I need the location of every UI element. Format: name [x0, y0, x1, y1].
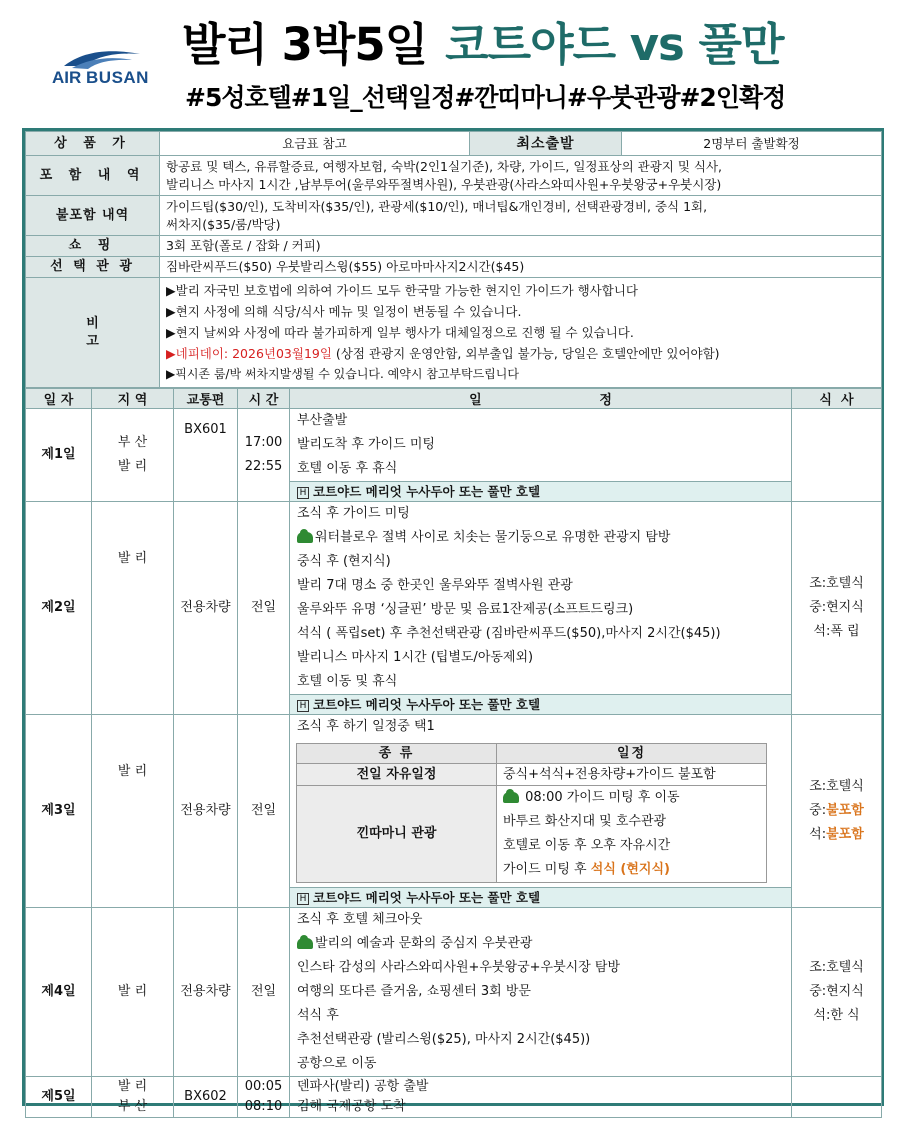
day3-options-table [296, 743, 767, 883]
schedule-line: 추천선택관광 (발리스윙($25), 마사지 2시간($45)) [297, 1032, 591, 1047]
page-title [182, 14, 783, 76]
excluded-line: 가이드팁($30/인), 도착비자($35/인), 관광세($10/인), 매너팁&개인경비, 선택관광경비, 중식 1회, [166, 198, 708, 214]
hotel-text: 코트야드 메리엇 누사두아 또는 풀만 호텔 [313, 484, 541, 499]
day2-region: 발 리 [92, 502, 174, 715]
schedule-line: 발리의 예술과 문화의 중심지 우붓관광 [290, 932, 791, 956]
col-day: 일 자 [26, 389, 92, 409]
day4-row [26, 908, 882, 1077]
shopping-value: 3회 포함(폴로 / 잡화 / 커피) [160, 236, 882, 257]
time-text: 22:55 [244, 459, 283, 474]
schedule-line: 덴파사(발리) 공항 출발 [297, 1079, 429, 1094]
day4-schedule [290, 908, 792, 1077]
air-busan-logo [52, 48, 164, 92]
hotel-icon: H [297, 700, 309, 712]
min-label: 최소출발 [470, 132, 622, 156]
nyepi-day-detail: (상점 관광지 운영안함, 외부출입 불가능, 당일은 호텔안에만 있어야함) [331, 346, 720, 361]
time-text: 17:00 [244, 435, 283, 450]
note-line: ▶픽시존 룸/박 써차지발생될 수 있습니다. 예약시 참고부탁드립니다 [166, 367, 519, 381]
option-line: 가이드 미팅 후 석식 (현지식) [503, 862, 670, 877]
hotel-line [290, 694, 791, 714]
meal-breakfast: 조:호텔식 [809, 779, 864, 794]
day3-label: 제3일 [26, 715, 92, 908]
day1-flight: BX601 [174, 409, 238, 502]
day3-meals [792, 715, 882, 908]
col-schedule: 일 정 [290, 389, 792, 409]
region-text: 부 산 [117, 435, 148, 450]
schedule-line: 발리도착 후 가이드 미팅 [297, 437, 435, 452]
schedule-line: 조식 후 가이드 미팅 [297, 506, 410, 521]
hotel-text: 코트야드 메리엇 누사두아 또는 풀만 호텔 [313, 697, 541, 712]
excluded-line: 써차지($35/룸/박당) [166, 216, 281, 232]
schedule-line: 발리 7대 명소 중 한곳인 울루와뚜 절벽사원 관광 [297, 578, 573, 593]
price-value: 요금표 참고 [160, 132, 470, 156]
note-line [166, 343, 875, 364]
hotel-line [290, 887, 791, 907]
option-kintamani-row [297, 786, 767, 883]
day2-time: 전일 [238, 502, 290, 715]
included-row [26, 156, 882, 196]
hotel-icon: H [297, 487, 309, 499]
day2-schedule [290, 502, 792, 715]
option-line: 08:00 가이드 미팅 후 이동 [503, 786, 760, 810]
col-time: 시 간 [238, 389, 290, 409]
options-col-kind: 종 류 [297, 744, 497, 764]
time-text: 08:10 [244, 1099, 283, 1114]
option-kintamani-detail [497, 786, 767, 883]
day4-meals [792, 908, 882, 1077]
hotel-line [290, 481, 791, 501]
option-dinner: 석식 (현지식) [590, 862, 670, 877]
day1-region [92, 409, 174, 502]
shopping-label: 쇼 핑 [26, 236, 160, 257]
itinerary-frame [22, 128, 884, 1114]
option-free-name: 전일 자유일정 [297, 764, 497, 786]
included-label: 포 함 내 역 [26, 156, 160, 196]
schedule-line: 조식 후 호텔 체크아웃 [297, 912, 423, 927]
logo-air: AIR [52, 68, 82, 87]
shopping-row [26, 236, 882, 257]
car-icon [297, 938, 313, 949]
meal-breakfast: 조:호텔식 [809, 960, 864, 975]
optional-label: 선 택 관 광 [26, 257, 160, 278]
col-meals: 식 사 [792, 389, 882, 409]
note-line: ▶현지 날씨와 사정에 따라 불가피하게 일부 행사가 대체일정으로 진행 될 수 있습니다. [166, 325, 634, 340]
excluded-label: 불포함 내역 [26, 196, 160, 236]
logo-text [52, 68, 149, 88]
day3-row [26, 715, 882, 908]
meal-breakfast: 조:호텔식 [809, 576, 864, 591]
day1-row [26, 409, 882, 502]
region-text: 발 리 [117, 1079, 148, 1094]
option-line: 호텔로 이동 후 오후 자유시간 [503, 838, 671, 853]
options-header-row [297, 744, 767, 764]
day5-flight: BX602 [174, 1077, 238, 1118]
meal-dinner: 석:불포함 [809, 827, 864, 842]
day2-meals [792, 502, 882, 715]
logo-busan: BUSAN [86, 68, 149, 87]
schedule-line: 중식 후 (현지식) [297, 554, 391, 569]
day5-label: 제5일 [26, 1077, 92, 1118]
included-line: 항공료 및 텍스, 유류할증료, 여행자보험, 숙박(2인1실기준), 차량, 가이드, 일정표상의 관광지 및 식사, [166, 158, 723, 174]
col-transport: 교통편 [174, 389, 238, 409]
options-col-schedule: 일정 [497, 744, 767, 764]
excluded-row [26, 196, 882, 236]
schedule-line: 울루와뚜 유명 ‘싱글핀’ 방문 및 음료1잔제공(소프트드링크) [297, 602, 634, 617]
day5-meals [792, 1077, 882, 1118]
meal-lunch: 중:현지식 [809, 600, 864, 615]
car-icon [503, 792, 519, 803]
meal-dinner: 석:한 식 [813, 1008, 860, 1023]
day3-schedule [290, 715, 792, 908]
info-table [25, 131, 882, 388]
day2-transport: 전용차량 [174, 502, 238, 715]
bird-logo-icon [62, 48, 142, 70]
hotel-icon: H [297, 893, 309, 905]
included-line: 발리니스 마사지 1시간 ,남부투어(울루와뚜절벽사원), 우붓관광(사라스와띠사원+우붓왕궁+우붓시장) [166, 176, 722, 192]
optional-value: 짐바란씨푸드($50) 우붓발리스윙($55) 아로마마사지2시간($45) [160, 257, 882, 278]
day3-time: 전일 [238, 715, 290, 908]
title-accent: 코트야드 vs 풀만 [445, 18, 784, 71]
schedule-line: 호텔 이동 및 휴식 [297, 674, 398, 689]
notes-label: 비 고 [26, 278, 160, 388]
notes-row [26, 278, 882, 388]
option-line: 바투르 화산지대 및 호수관광 [503, 814, 667, 829]
note-line: ▶발리 자국민 보호법에 의하여 가이드 모두 한국말 가능한 현지인 가이드가 행사합니다 [166, 283, 638, 298]
min-value: 2명부터 출발확정 [622, 132, 882, 156]
option-free-row [297, 764, 767, 786]
day5-region [92, 1077, 174, 1118]
nyepi-day-note: ▶네피데이: 2026년03월19일 [166, 346, 332, 361]
meal-dinner: 석:폭 립 [813, 624, 860, 639]
excluded-value [160, 196, 882, 236]
day5-times [238, 1077, 290, 1118]
schedule-line: 인스타 감성의 사라스와띠사원+우붓왕궁+우붓시장 탐방 [297, 960, 621, 975]
day2-label: 제2일 [26, 502, 92, 715]
option-free-detail: 중식+석식+전용차량+가이드 불포함 [497, 764, 767, 786]
price-label: 상 품 가 [26, 132, 160, 156]
day1-meals [792, 409, 882, 502]
day1-label: 제1일 [26, 409, 92, 502]
included-value [160, 156, 882, 196]
day3-transport: 전용차량 [174, 715, 238, 908]
schedule-line: 석식 후 [297, 1008, 339, 1023]
region-text: 부 산 [117, 1099, 148, 1114]
day4-region: 발 리 [92, 908, 174, 1077]
day1-times [238, 409, 290, 502]
schedule-line: 석식 ( 폭립set) 후 추천선택관광 (짐바란씨푸드($50),마사지 2시간($45)) [297, 626, 721, 641]
day1-schedule [290, 409, 792, 502]
day4-transport: 전용차량 [174, 908, 238, 1077]
region-text: 발 리 [117, 459, 148, 474]
meal-lunch: 중:현지식 [809, 984, 864, 999]
schedule-line: 워터블로우 절벽 사이로 치솟는 물기둥으로 유명한 관광지 탐방 [290, 526, 791, 550]
schedule-line: 호텔 이동 후 휴식 [297, 461, 398, 476]
schedule-line: 김해 국제공항 도착 [297, 1099, 406, 1114]
col-region: 지 역 [92, 389, 174, 409]
hotel-text: 코트야드 메리엇 누사두아 또는 풀만 호텔 [313, 890, 541, 905]
day4-time: 전일 [238, 908, 290, 1077]
notes-value [160, 278, 882, 388]
day2-row [26, 502, 882, 715]
note-line: ▶현지 사정에 의해 식당/식사 메뉴 및 일정이 변동될 수 있습니다. [166, 304, 522, 319]
day4-label: 제4일 [26, 908, 92, 1077]
schedule-line: 부산출발 [297, 413, 348, 428]
schedule-header-row [26, 389, 882, 409]
title-main: 발리 3박5일 [182, 18, 428, 71]
car-icon [297, 532, 313, 543]
schedule-line: 조식 후 하기 일정중 택1 [297, 719, 435, 734]
schedule-line: 발리니스 마사지 1시간 (팁별도/아동제외) [297, 650, 534, 665]
option-kintamani-name: 낀따마니 관광 [297, 786, 497, 883]
day3-region: 발 리 [92, 715, 174, 908]
day5-row [26, 1077, 882, 1118]
schedule-line: 여행의 또다른 즐거움, 쇼핑센터 3회 방문 [297, 984, 531, 999]
schedule-table [25, 388, 882, 1118]
time-text: 00:05 [244, 1079, 283, 1094]
day5-schedule [290, 1077, 792, 1118]
price-row [26, 132, 882, 156]
optional-row [26, 257, 882, 278]
header [0, 0, 905, 128]
meal-lunch: 중:불포함 [809, 803, 864, 818]
schedule-line: 공항으로 이동 [297, 1056, 377, 1071]
page-subtitle: #5성호텔#1일_선택일정#깐띠마니#우붓관광#2인확정 [185, 83, 786, 112]
